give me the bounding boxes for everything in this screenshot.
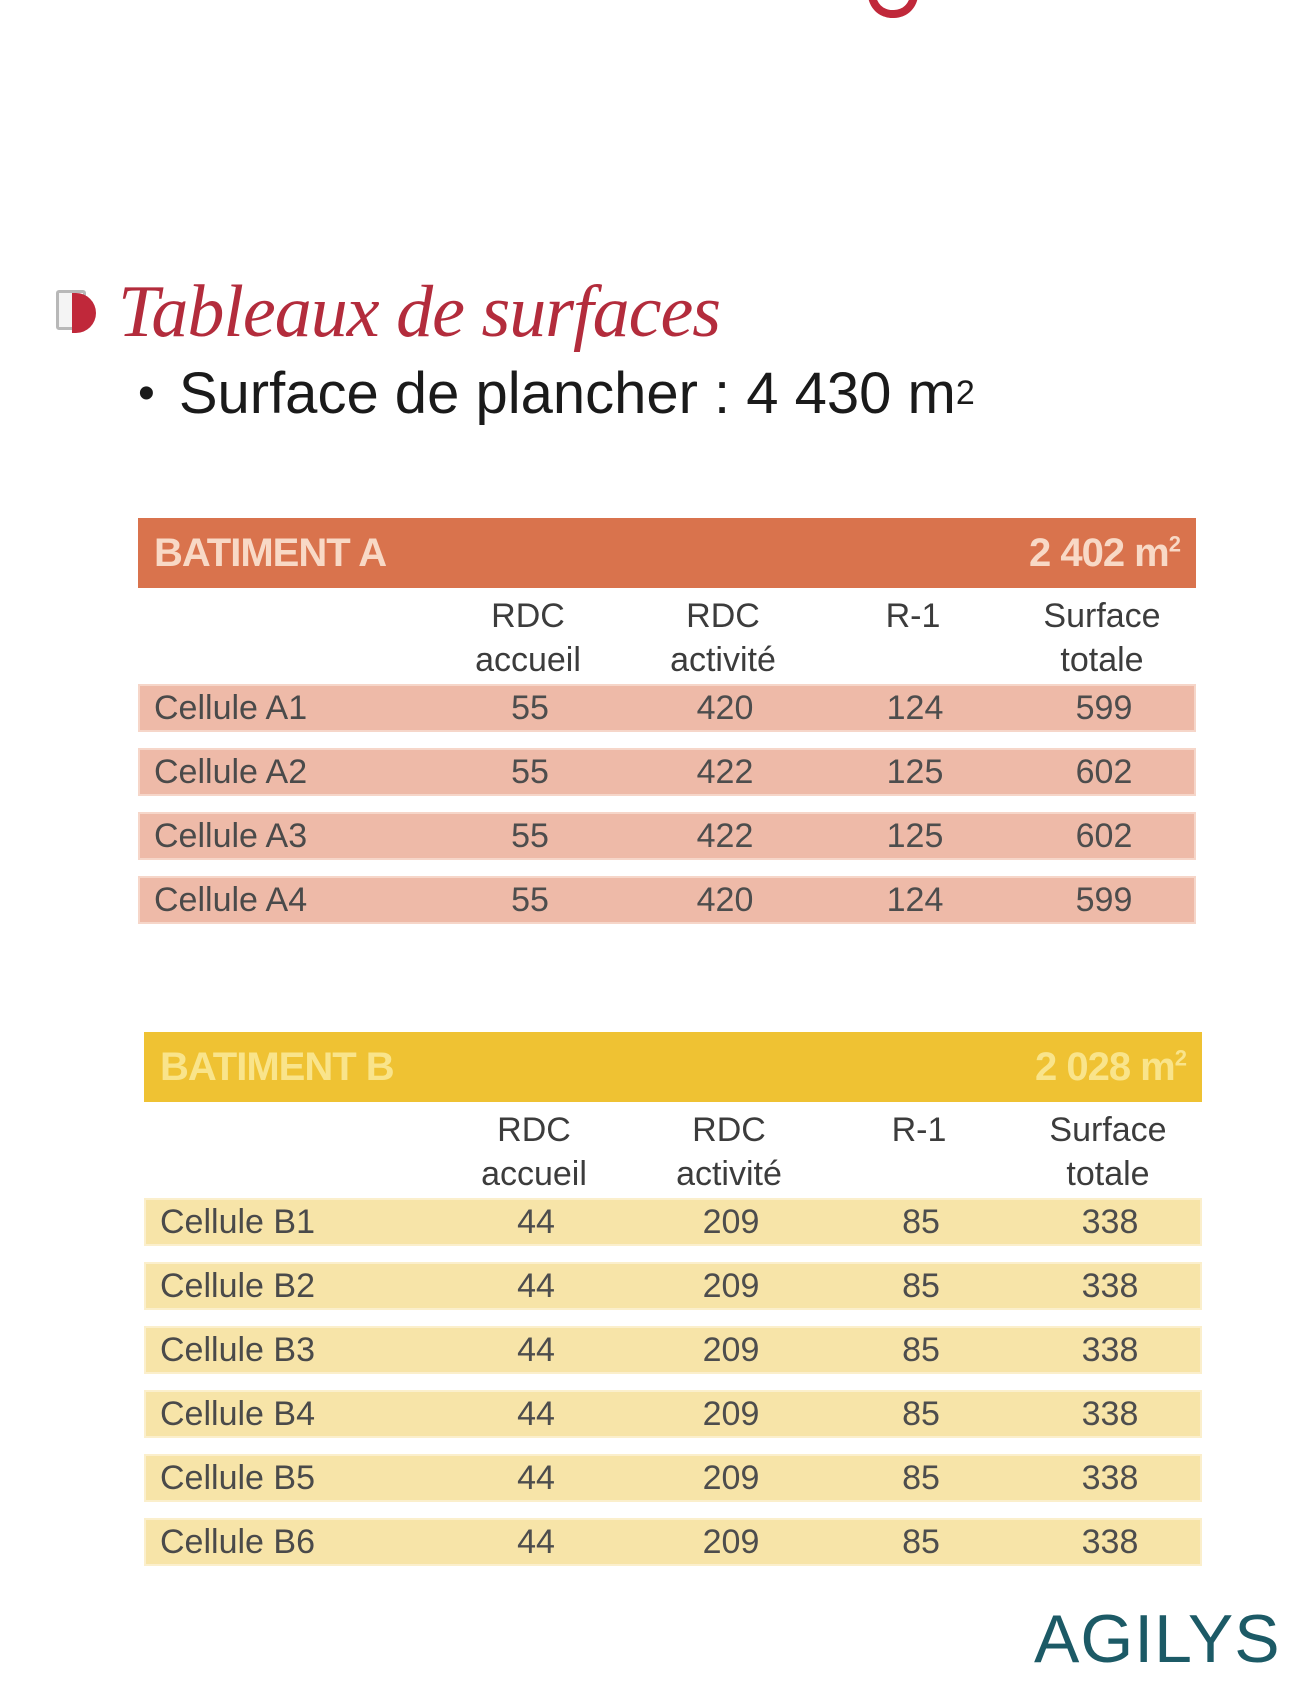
building-b-header <box>144 1032 1202 1102</box>
cell-total: 599 <box>1075 688 1133 727</box>
cell-total: 602 <box>1075 816 1133 855</box>
section-bullet-icon <box>56 290 96 336</box>
agilys-logo: AGILYS <box>1034 1601 1281 1677</box>
building-a-header <box>138 518 1196 588</box>
table-row <box>144 1390 1202 1438</box>
cell-r1: 124 <box>886 688 944 727</box>
cell-name: Cellule A3 <box>154 816 308 855</box>
cell-rdc-activite: 209 <box>702 1202 760 1241</box>
cell-r1: 125 <box>886 752 944 791</box>
cell-rdc-accueil: 44 <box>517 1522 555 1561</box>
cell-rdc-activite: 422 <box>696 816 754 855</box>
building-a-name: BATIMENT A <box>154 530 387 575</box>
cell-rdc-activite: 209 <box>702 1266 760 1305</box>
cell-rdc-activite: 209 <box>702 1522 760 1561</box>
cell-r1: 124 <box>886 880 944 919</box>
cell-r1: 85 <box>902 1330 940 1369</box>
floor-area-summary <box>138 360 975 427</box>
column-header-rdc-accueil: RDC accueil <box>481 1111 587 1193</box>
cell-total: 338 <box>1081 1394 1139 1433</box>
cell-rdc-activite: 209 <box>702 1394 760 1433</box>
building-a-table <box>138 518 1196 940</box>
column-header-surface-totale: Surface totale <box>1049 1111 1167 1193</box>
cell-total: 338 <box>1081 1522 1139 1561</box>
cell-rdc-accueil: 55 <box>511 816 549 855</box>
cell-rdc-activite: 420 <box>696 688 754 727</box>
cell-total: 338 <box>1081 1330 1139 1369</box>
cell-r1: 85 <box>902 1522 940 1561</box>
table-row <box>144 1454 1202 1502</box>
column-header-rdc-activite: RDC activité <box>676 1111 782 1193</box>
cell-name: Cellule B5 <box>160 1458 315 1497</box>
table-row <box>144 1262 1202 1310</box>
column-header-r1: R-1 <box>891 1111 947 1149</box>
top-cutoff-glyph <box>868 0 918 18</box>
cell-rdc-accueil: 44 <box>517 1458 555 1497</box>
building-b-table <box>144 1032 1202 1582</box>
building-a-rows <box>138 684 1196 924</box>
cell-r1: 85 <box>902 1266 940 1305</box>
cell-rdc-accueil: 55 <box>511 752 549 791</box>
table-row <box>138 684 1196 732</box>
cell-rdc-activite: 420 <box>696 880 754 919</box>
table-row <box>144 1518 1202 1566</box>
building-b-total: 2 028 $m^2$ <box>1034 1044 1186 1089</box>
cell-rdc-activite: 209 <box>702 1458 760 1497</box>
table-row <box>138 876 1196 924</box>
cell-rdc-activite: 209 <box>702 1330 760 1369</box>
column-header-rdc-activite: RDC activité <box>670 597 776 679</box>
cell-total: 602 <box>1075 752 1133 791</box>
column-header-surface-totale: Surface totale <box>1043 597 1161 679</box>
building-a-total: 2 402 $m^2$ <box>1028 530 1180 575</box>
cell-name: Cellule B1 <box>160 1202 315 1241</box>
cell-name: Cellule B3 <box>160 1330 315 1369</box>
cell-r1: 85 <box>902 1458 940 1497</box>
cell-rdc-accueil: 44 <box>517 1202 555 1241</box>
page-title: Tableaux de surfaces <box>118 271 721 353</box>
cell-total: 338 <box>1081 1458 1139 1497</box>
building-b-rows <box>144 1198 1202 1566</box>
table-row <box>138 748 1196 796</box>
building-a-column-headers <box>138 588 1196 684</box>
cell-rdc-accueil: 44 <box>517 1394 555 1433</box>
column-header-r1: R-1 <box>885 597 941 635</box>
cell-name: Cellule B2 <box>160 1266 315 1305</box>
cell-r1: 125 <box>886 816 944 855</box>
table-row <box>144 1198 1202 1246</box>
section-heading <box>56 270 720 355</box>
building-b-name: BATIMENT B <box>160 1044 394 1089</box>
cell-r1: 85 <box>902 1202 940 1241</box>
cell-r1: 85 <box>902 1394 940 1433</box>
cell-rdc-activite: 422 <box>696 752 754 791</box>
building-b-column-headers <box>144 1102 1202 1198</box>
cell-name: Cellule A2 <box>154 752 308 791</box>
cell-rdc-accueil: 44 <box>517 1266 555 1305</box>
table-row <box>144 1326 1202 1374</box>
cell-rdc-accueil: 44 <box>517 1330 555 1369</box>
cell-total: 338 <box>1081 1266 1139 1305</box>
column-header-cell <box>144 1108 434 1198</box>
column-header-rdc-accueil: RDC accueil <box>475 597 581 679</box>
cell-rdc-accueil: 55 <box>511 880 549 919</box>
cell-name: Cellule B4 <box>160 1394 315 1433</box>
cell-name: Cellule A1 <box>154 688 308 727</box>
floor-area-unit-exponent: 2 <box>955 374 975 412</box>
cell-name: Cellule B6 <box>160 1522 315 1561</box>
bullet-icon: • <box>138 367 155 420</box>
cell-total: 599 <box>1075 880 1133 919</box>
cell-total: 338 <box>1081 1202 1139 1241</box>
cell-name: Cellule A4 <box>154 880 308 919</box>
column-header-cell <box>138 594 428 684</box>
table-row <box>138 812 1196 860</box>
cell-rdc-accueil: 55 <box>511 688 549 727</box>
floor-area-label: Surface de plancher : 4 430 m <box>178 361 956 426</box>
